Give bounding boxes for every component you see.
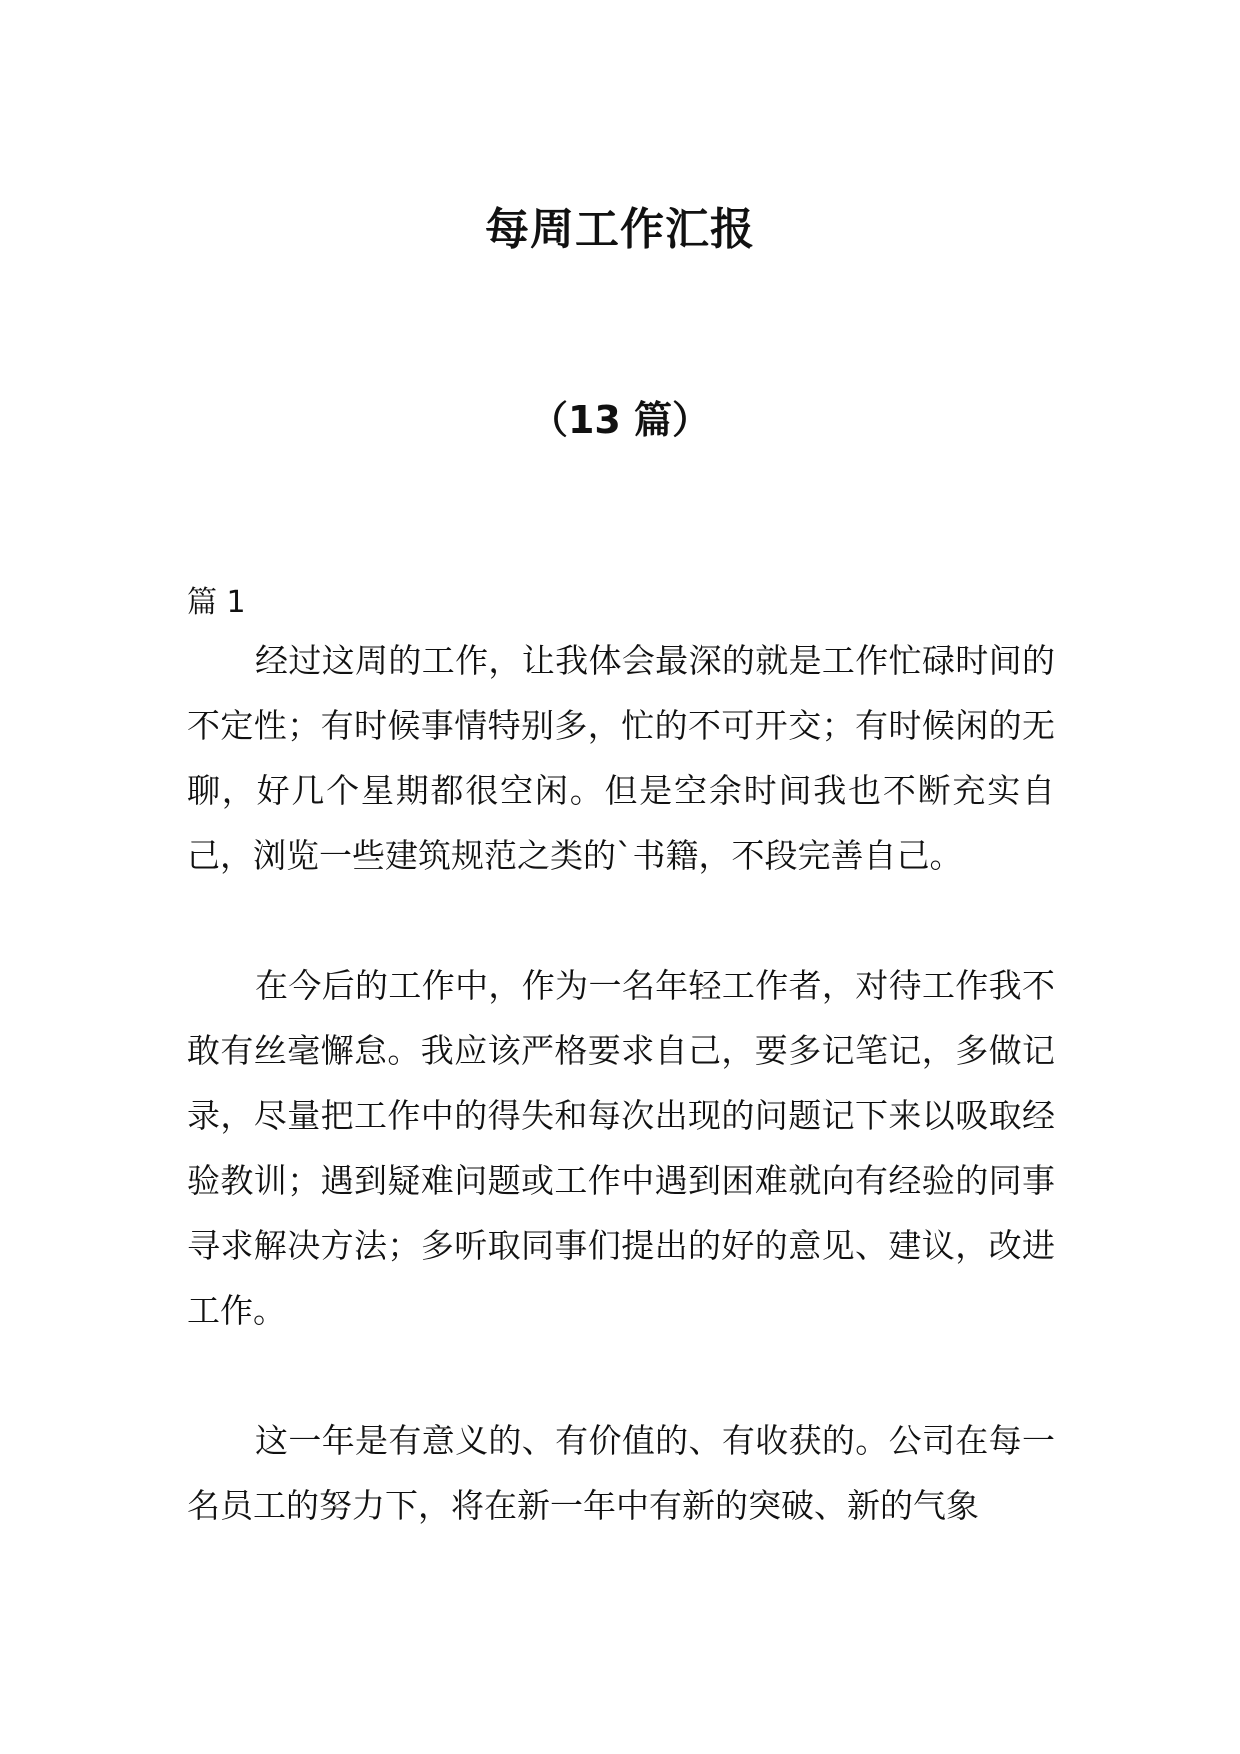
section-label: 篇 1 — [187, 585, 246, 620]
paragraph-1: 经过这周的工作，让我体会最深的就是工作忙碌时间的不定性；有时候事情特别多，忙的不可开交；有时候闲的无聊，好几个星期都很空闲。但是空余时间我也不断充实自己，浏览一些建筑规范之类的`书籍，不段完善自己。 — [187, 641, 1055, 875]
document-subtitle: （13 篇） — [529, 398, 711, 442]
document-body — [187, 578, 1055, 1538]
document-title: 每周工作汇报 — [485, 204, 755, 255]
paragraph-2: 在今后的工作中，作为一名年轻工作者，对待工作我不敢有丝毫懈怠。我应该严格要求自己，要多记笔记，多做记录，尽量把工作中的得失和每次出现的问题记下来以吸取经验教训；遇到疑难问题或工作中遇到困难就向有经验的同事寻求解决方法；多听取同事们提出的好的意见、建议，改进工作。 — [187, 966, 1055, 1330]
paragraph-3: 这一年是有意义的、有价值的、有收获的。公司在每一名员工的努力下，将在新一年中有新的突破、新的气象 — [187, 1421, 1055, 1525]
